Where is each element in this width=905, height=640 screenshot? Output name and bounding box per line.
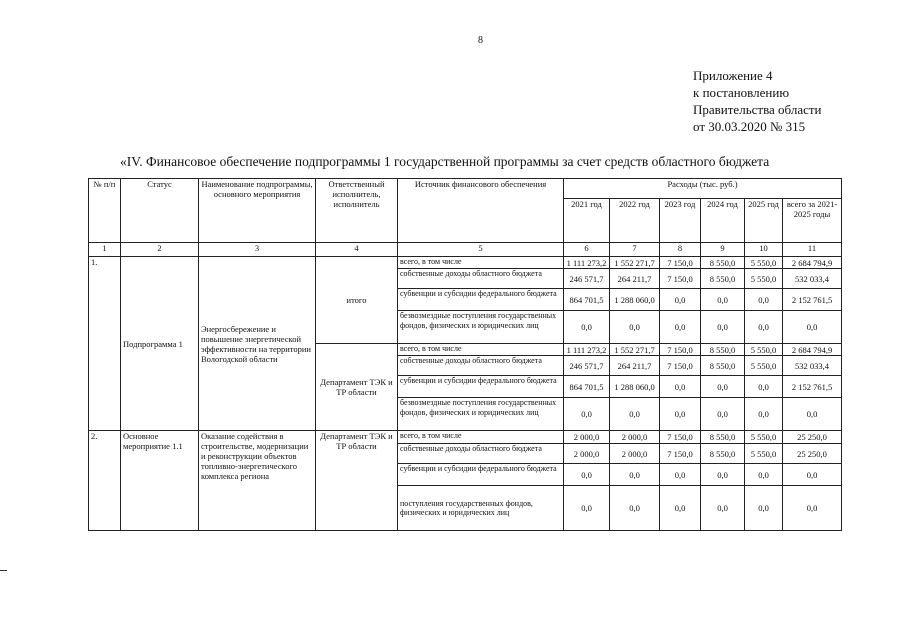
value-cell: 1 111 273,2	[564, 344, 610, 356]
value-cell: 0,0	[701, 486, 745, 531]
value-cell: 0,0	[745, 289, 783, 311]
value-cell: 8 550,0	[701, 431, 745, 444]
value-cell: 1 288 060,0	[610, 289, 660, 311]
column-number-row	[89, 243, 842, 257]
value-cell: 246 571,7	[564, 269, 610, 289]
value-cell: 0,0	[610, 311, 660, 344]
value-cell: 0,0	[564, 464, 610, 486]
value-cell: 264 211,7	[610, 356, 660, 376]
value-cell: 8 550,0	[701, 269, 745, 289]
executor-cell: Департамент ТЭК и ТР области	[316, 344, 398, 431]
header-row	[89, 179, 842, 199]
value-cell: 1 552 271,7	[610, 344, 660, 356]
value-cell: 0,0	[660, 376, 701, 398]
header-expenses: Расходы (тыс. руб.)	[564, 179, 842, 199]
appendix-line: Приложение 4	[693, 68, 773, 83]
value-cell: 0,0	[783, 311, 842, 344]
value-cell: 8 550,0	[701, 257, 745, 269]
value-cell: 0,0	[564, 311, 610, 344]
column-number: 10	[745, 243, 783, 257]
header-name: Наименование подпрограммы, основного мероприятия	[199, 179, 316, 243]
column-number: 3	[199, 243, 316, 257]
value-cell: 8 550,0	[701, 344, 745, 356]
source-cell: всего, в том числе	[398, 344, 564, 356]
value-cell: 5 550,0	[745, 269, 783, 289]
value-cell: 0,0	[660, 311, 701, 344]
value-cell: 0,0	[701, 398, 745, 431]
column-number: 4	[316, 243, 398, 257]
value-cell: 5 550,0	[745, 444, 783, 464]
header-status: Статус	[121, 179, 199, 243]
header-year-2023: 2023 год	[660, 199, 701, 243]
executor-cell: итого	[316, 257, 398, 344]
header-source: Источник финансового обеспечения	[398, 179, 564, 243]
value-cell: 0,0	[564, 398, 610, 431]
value-cell: 2 684 794,9	[783, 344, 842, 356]
table-row	[89, 431, 842, 444]
value-cell: 8 550,0	[701, 444, 745, 464]
column-number: 1	[89, 243, 121, 257]
value-cell: 8 550,0	[701, 356, 745, 376]
value-cell: 0,0	[745, 376, 783, 398]
value-cell: 2 000,0	[564, 431, 610, 444]
source-cell: всего, в том числе	[398, 257, 564, 269]
source-cell: собственные доходы областного бюджета	[398, 356, 564, 376]
value-cell: 0,0	[564, 486, 610, 531]
column-number: 11	[783, 243, 842, 257]
value-cell: 5 550,0	[745, 356, 783, 376]
value-cell: 0,0	[745, 486, 783, 531]
source-cell: собственные доходы областного бюджета	[398, 444, 564, 464]
value-cell: 0,0	[745, 464, 783, 486]
value-cell: 864 701,5	[564, 289, 610, 311]
value-cell: 25 250,0	[783, 444, 842, 464]
value-cell: 0,0	[745, 311, 783, 344]
value-cell: 0,0	[701, 311, 745, 344]
value-cell: 1 552 271,7	[610, 257, 660, 269]
value-cell: 532 033,4	[783, 269, 842, 289]
value-cell: 2 152 761,5	[783, 376, 842, 398]
source-cell: всего, в том числе	[398, 431, 564, 444]
value-cell: 0,0	[745, 398, 783, 431]
column-number: 5	[398, 243, 564, 257]
value-cell: 25 250,0	[783, 431, 842, 444]
value-cell: 0,0	[660, 464, 701, 486]
value-cell: 532 033,4	[783, 356, 842, 376]
source-cell: безвозмездные поступления государственных фондов, физических и юридических лиц	[398, 398, 564, 431]
page-number: 8	[478, 35, 483, 46]
table-row	[89, 257, 842, 269]
value-cell: 7 150,0	[660, 257, 701, 269]
value-cell: 0,0	[701, 464, 745, 486]
value-cell: 1 111 273,2	[564, 257, 610, 269]
header-year-2025: 2025 год	[745, 199, 783, 243]
document-title: «IV. Финансовое обеспечение подпрограммы 1 государственной программы за счет средств областного бюджета	[120, 154, 770, 169]
column-number: 7	[610, 243, 660, 257]
value-cell: 5 550,0	[745, 431, 783, 444]
value-cell: 7 150,0	[660, 444, 701, 464]
value-cell: 2 000,0	[610, 444, 660, 464]
column-number: 9	[701, 243, 745, 257]
column-number: 2	[121, 243, 199, 257]
executor-cell: Департамент ТЭК и ТР области	[316, 431, 398, 531]
row-number-cell: 2.	[89, 431, 121, 531]
status-cell: Основное мероприятие 1.1	[121, 431, 199, 531]
appendix-line: от 30.03.2020 № 315	[693, 119, 806, 134]
value-cell: 0,0	[610, 398, 660, 431]
source-cell: субвенции и субсидии федерального бюджета	[398, 289, 564, 311]
finance-table	[88, 178, 842, 531]
name-cell: Энергосбережение и повышение энергетической эффективности на территории Вологодской области	[199, 257, 316, 431]
value-cell: 0,0	[701, 289, 745, 311]
value-cell: 0,0	[783, 486, 842, 531]
source-cell: поступления государственных фондов, физических и юридических лиц	[398, 486, 564, 531]
column-number: 6	[564, 243, 610, 257]
source-cell: собственные доходы областного бюджета	[398, 269, 564, 289]
value-cell: 264 211,7	[610, 269, 660, 289]
margin-mark	[0, 570, 7, 571]
value-cell: 0,0	[701, 376, 745, 398]
value-cell: 1 288 060,0	[610, 376, 660, 398]
header-year-2021: 2021 год	[564, 199, 610, 243]
value-cell: 7 150,0	[660, 269, 701, 289]
source-cell: безвозмездные поступления государственных фондов, физических и юридических лиц	[398, 311, 564, 344]
header-num: № п/п	[89, 179, 121, 243]
appendix-line: к постановлению	[693, 85, 790, 100]
value-cell: 5 550,0	[745, 257, 783, 269]
name-cell: Оказание содействия в строительстве, модернизации и реконструкции объектов топливно-энергетического комплекса региона	[199, 431, 316, 531]
appendix-line: Правительства области	[693, 102, 822, 117]
value-cell: 864 701,5	[564, 376, 610, 398]
value-cell: 0,0	[610, 464, 660, 486]
header-year-2022: 2022 год	[610, 199, 660, 243]
source-cell: субвенции и субсидии федерального бюджета	[398, 464, 564, 486]
value-cell: 7 150,0	[660, 344, 701, 356]
row-number-cell: 1.	[89, 257, 121, 431]
value-cell: 0,0	[660, 486, 701, 531]
value-cell: 246 571,7	[564, 356, 610, 376]
column-number: 8	[660, 243, 701, 257]
header-year-2024: 2024 год	[701, 199, 745, 243]
value-cell: 2 152 761,5	[783, 289, 842, 311]
status-cell: Подпрограмма 1	[121, 257, 199, 431]
value-cell: 0,0	[610, 486, 660, 531]
value-cell: 0,0	[660, 289, 701, 311]
value-cell: 0,0	[660, 398, 701, 431]
value-cell: 2 000,0	[564, 444, 610, 464]
value-cell: 0,0	[783, 398, 842, 431]
header-executor: Ответственный исполнитель, исполнитель	[316, 179, 398, 243]
value-cell: 2 684 794,9	[783, 257, 842, 269]
appendix-block	[693, 67, 822, 135]
source-cell: субвенции и субсидии федерального бюджета	[398, 376, 564, 398]
header-total: всего за 2021-2025 годы	[783, 199, 842, 243]
value-cell: 0,0	[783, 464, 842, 486]
value-cell: 5 550,0	[745, 344, 783, 356]
value-cell: 2 000,0	[610, 431, 660, 444]
value-cell: 7 150,0	[660, 431, 701, 444]
value-cell: 7 150,0	[660, 356, 701, 376]
